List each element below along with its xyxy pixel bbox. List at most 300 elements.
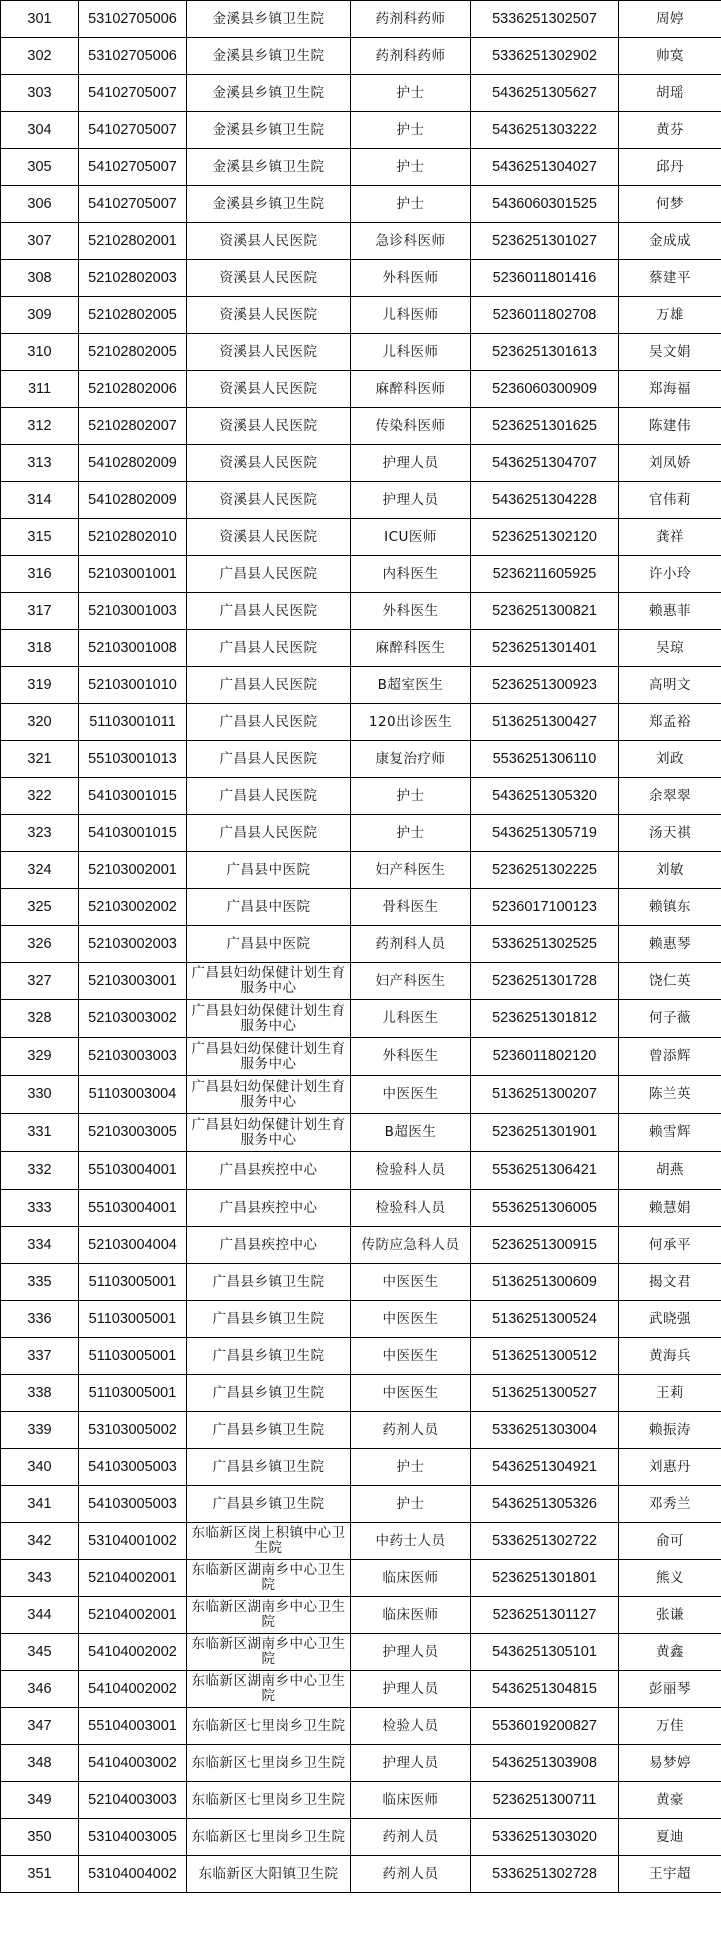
unit-name-cell: 广昌县人民医院 xyxy=(187,741,351,778)
table-row xyxy=(1,482,721,519)
candidate-name-cell: 王莉 xyxy=(619,1375,721,1412)
seq-cell: 315 xyxy=(1,519,79,556)
unit-name-cell: 广昌县乡镇卫生院 xyxy=(187,1449,351,1486)
seq-cell: 305 xyxy=(1,149,79,186)
table-row xyxy=(1,704,721,741)
candidate-name-cell: 俞可 xyxy=(619,1523,721,1560)
position-code-cell: 52103003005 xyxy=(79,1114,187,1152)
post-name-cell: 外科医师 xyxy=(351,260,471,297)
table-row xyxy=(1,963,721,1000)
seq-cell: 344 xyxy=(1,1597,79,1634)
seq-cell: 327 xyxy=(1,963,79,1000)
post-name-cell: 中医医生 xyxy=(351,1301,471,1338)
exam-number-cell: 5236251301901 xyxy=(471,1114,619,1152)
candidate-name-cell: 赖振涛 xyxy=(619,1412,721,1449)
seq-cell: 326 xyxy=(1,926,79,963)
seq-cell: 304 xyxy=(1,112,79,149)
exam-number-cell: 5236251302225 xyxy=(471,852,619,889)
seq-cell: 341 xyxy=(1,1486,79,1523)
table-row xyxy=(1,1671,721,1708)
post-name-cell: 护士 xyxy=(351,778,471,815)
candidate-name-cell: 赖惠菲 xyxy=(619,593,721,630)
unit-name-cell: 广昌县乡镇卫生院 xyxy=(187,1486,351,1523)
position-code-cell: 54103005003 xyxy=(79,1486,187,1523)
table-row xyxy=(1,408,721,445)
position-code-cell: 52102802005 xyxy=(79,297,187,334)
post-name-cell: 检验科人员 xyxy=(351,1190,471,1227)
unit-name-cell: 金溪县乡镇卫生院 xyxy=(187,38,351,75)
seq-cell: 311 xyxy=(1,371,79,408)
candidate-name-cell: 金成成 xyxy=(619,223,721,260)
candidate-name-cell: 郑孟裕 xyxy=(619,704,721,741)
seq-cell: 329 xyxy=(1,1038,79,1076)
position-code-cell: 52103003001 xyxy=(79,963,187,1000)
seq-cell: 345 xyxy=(1,1634,79,1671)
post-name-cell: 麻醉科医师 xyxy=(351,371,471,408)
post-name-cell: 儿科医师 xyxy=(351,334,471,371)
table-row xyxy=(1,1227,721,1264)
exam-number-cell: 5436251303222 xyxy=(471,112,619,149)
table-row xyxy=(1,1708,721,1745)
exam-number-cell: 5236251301613 xyxy=(471,334,619,371)
unit-name-cell: 广昌县中医院 xyxy=(187,889,351,926)
position-code-cell: 51103005001 xyxy=(79,1375,187,1412)
seq-cell: 303 xyxy=(1,75,79,112)
unit-name-cell: 广昌县人民医院 xyxy=(187,630,351,667)
unit-name-cell: 广昌县人民医院 xyxy=(187,778,351,815)
candidate-name-cell: 吴文娟 xyxy=(619,334,721,371)
post-name-cell: 妇产科医生 xyxy=(351,963,471,1000)
seq-cell: 310 xyxy=(1,334,79,371)
exam-number-cell: 5236011802120 xyxy=(471,1038,619,1076)
exam-number-cell: 5536251306005 xyxy=(471,1190,619,1227)
position-code-cell: 53102705006 xyxy=(79,38,187,75)
unit-name-cell: 东临新区湖南乡中心卫生院 xyxy=(187,1671,351,1708)
position-code-cell: 51103001011 xyxy=(79,704,187,741)
post-name-cell: 传染科医师 xyxy=(351,408,471,445)
exam-number-cell: 5236251301027 xyxy=(471,223,619,260)
unit-name-cell: 广昌县疾控中心 xyxy=(187,1152,351,1190)
exam-number-cell: 5336251303004 xyxy=(471,1412,619,1449)
post-name-cell: 临床医师 xyxy=(351,1597,471,1634)
seq-cell: 319 xyxy=(1,667,79,704)
candidate-name-cell: 邱丹 xyxy=(619,149,721,186)
candidate-name-cell: 熊义 xyxy=(619,1560,721,1597)
table-row xyxy=(1,371,721,408)
table-row xyxy=(1,260,721,297)
position-code-cell: 52103001003 xyxy=(79,593,187,630)
post-name-cell: 护理人员 xyxy=(351,1745,471,1782)
table-row xyxy=(1,1190,721,1227)
unit-name-cell: 金溪县乡镇卫生院 xyxy=(187,75,351,112)
post-name-cell: 急诊科医师 xyxy=(351,223,471,260)
post-name-cell: 药剂科药师 xyxy=(351,1,471,38)
exam-number-cell: 5236251302120 xyxy=(471,519,619,556)
post-name-cell: B超室医生 xyxy=(351,667,471,704)
table-row xyxy=(1,186,721,223)
position-code-cell: 53104003005 xyxy=(79,1819,187,1856)
table-row xyxy=(1,149,721,186)
seq-cell: 322 xyxy=(1,778,79,815)
post-name-cell: 护理人员 xyxy=(351,1634,471,1671)
post-name-cell: 临床医师 xyxy=(351,1560,471,1597)
table-row xyxy=(1,334,721,371)
unit-name-cell: 资溪县人民医院 xyxy=(187,297,351,334)
exam-number-cell: 5536019200827 xyxy=(471,1708,619,1745)
unit-name-cell: 广昌县乡镇卫生院 xyxy=(187,1375,351,1412)
position-code-cell: 52103001008 xyxy=(79,630,187,667)
position-code-cell: 55103001013 xyxy=(79,741,187,778)
position-code-cell: 54102705007 xyxy=(79,149,187,186)
exam-number-cell: 5436251305627 xyxy=(471,75,619,112)
unit-name-cell: 广昌县中医院 xyxy=(187,852,351,889)
table-row xyxy=(1,741,721,778)
post-name-cell: 护理人员 xyxy=(351,482,471,519)
table-row xyxy=(1,1000,721,1038)
unit-name-cell: 资溪县人民医院 xyxy=(187,445,351,482)
position-code-cell: 53104004002 xyxy=(79,1856,187,1893)
position-code-cell: 52104002001 xyxy=(79,1597,187,1634)
exam-number-cell: 5536251306110 xyxy=(471,741,619,778)
seq-cell: 334 xyxy=(1,1227,79,1264)
post-name-cell: 中医医生 xyxy=(351,1375,471,1412)
unit-name-cell: 东临新区七里岗乡卫生院 xyxy=(187,1819,351,1856)
seq-cell: 308 xyxy=(1,260,79,297)
position-code-cell: 54102705007 xyxy=(79,75,187,112)
table-row xyxy=(1,1038,721,1076)
seq-cell: 342 xyxy=(1,1523,79,1560)
candidate-name-cell: 武晓强 xyxy=(619,1301,721,1338)
table-row xyxy=(1,1301,721,1338)
candidate-name-cell: 吴琼 xyxy=(619,630,721,667)
candidate-name-cell: 帅寞 xyxy=(619,38,721,75)
exam-number-cell: 5236251301801 xyxy=(471,1560,619,1597)
seq-cell: 347 xyxy=(1,1708,79,1745)
unit-name-cell: 广昌县乡镇卫生院 xyxy=(187,1301,351,1338)
seq-cell: 313 xyxy=(1,445,79,482)
candidate-name-cell: 陈兰英 xyxy=(619,1076,721,1114)
unit-name-cell: 广昌县妇幼保健计划生育服务中心 xyxy=(187,1076,351,1114)
position-code-cell: 52102802007 xyxy=(79,408,187,445)
seq-cell: 325 xyxy=(1,889,79,926)
exam-number-cell: 5236251301625 xyxy=(471,408,619,445)
unit-name-cell: 东临新区七里岗乡卫生院 xyxy=(187,1782,351,1819)
post-name-cell: 外科医生 xyxy=(351,593,471,630)
position-code-cell: 51103005001 xyxy=(79,1338,187,1375)
table-row xyxy=(1,889,721,926)
seq-cell: 323 xyxy=(1,815,79,852)
exam-number-cell: 5236251301127 xyxy=(471,1597,619,1634)
unit-name-cell: 金溪县乡镇卫生院 xyxy=(187,186,351,223)
post-name-cell: 药剂人员 xyxy=(351,1819,471,1856)
exam-number-cell: 5136251300427 xyxy=(471,704,619,741)
table-row xyxy=(1,1152,721,1190)
seq-cell: 332 xyxy=(1,1152,79,1190)
table-row xyxy=(1,1076,721,1114)
candidate-name-cell: 官伟莉 xyxy=(619,482,721,519)
seq-cell: 331 xyxy=(1,1114,79,1152)
post-name-cell: 传防应急科人员 xyxy=(351,1227,471,1264)
seq-cell: 302 xyxy=(1,38,79,75)
unit-name-cell: 东临新区岗上积镇中心卫生院 xyxy=(187,1523,351,1560)
post-name-cell: 检验人员 xyxy=(351,1708,471,1745)
position-code-cell: 55103004001 xyxy=(79,1152,187,1190)
candidate-name-cell: 胡瑶 xyxy=(619,75,721,112)
table-row xyxy=(1,1338,721,1375)
position-code-cell: 52102802005 xyxy=(79,334,187,371)
position-code-cell: 52103001010 xyxy=(79,667,187,704)
position-code-cell: 54102802009 xyxy=(79,482,187,519)
post-name-cell: 妇产科医生 xyxy=(351,852,471,889)
exam-number-cell: 5136251300512 xyxy=(471,1338,619,1375)
exam-number-cell: 5236011802708 xyxy=(471,297,619,334)
post-name-cell: ICU医师 xyxy=(351,519,471,556)
candidate-name-cell: 何承平 xyxy=(619,1227,721,1264)
candidate-name-cell: 陈建伟 xyxy=(619,408,721,445)
table-row xyxy=(1,519,721,556)
unit-name-cell: 资溪县人民医院 xyxy=(187,482,351,519)
exam-number-cell: 5236251300923 xyxy=(471,667,619,704)
exam-number-cell: 5236011801416 xyxy=(471,260,619,297)
position-code-cell: 54103001015 xyxy=(79,778,187,815)
unit-name-cell: 广昌县中医院 xyxy=(187,926,351,963)
post-name-cell: 中医医生 xyxy=(351,1264,471,1301)
post-name-cell: 药剂科药师 xyxy=(351,38,471,75)
table-row xyxy=(1,1634,721,1671)
candidate-name-cell: 何梦 xyxy=(619,186,721,223)
unit-name-cell: 广昌县人民医院 xyxy=(187,704,351,741)
candidate-name-cell: 余翠翠 xyxy=(619,778,721,815)
exam-number-cell: 5336251303020 xyxy=(471,1819,619,1856)
post-name-cell: 检验科人员 xyxy=(351,1152,471,1190)
seq-cell: 330 xyxy=(1,1076,79,1114)
candidate-name-cell: 赖慧娟 xyxy=(619,1190,721,1227)
exam-number-cell: 5136251300207 xyxy=(471,1076,619,1114)
unit-name-cell: 广昌县妇幼保健计划生育服务中心 xyxy=(187,1038,351,1076)
position-code-cell: 52103003002 xyxy=(79,1000,187,1038)
candidate-name-cell: 周婷 xyxy=(619,1,721,38)
position-code-cell: 51103005001 xyxy=(79,1301,187,1338)
candidate-name-cell: 汤天祺 xyxy=(619,815,721,852)
position-code-cell: 53102705006 xyxy=(79,1,187,38)
table-row xyxy=(1,1412,721,1449)
seq-cell: 343 xyxy=(1,1560,79,1597)
table-row xyxy=(1,1486,721,1523)
seq-cell: 312 xyxy=(1,408,79,445)
seq-cell: 333 xyxy=(1,1190,79,1227)
unit-name-cell: 广昌县乡镇卫生院 xyxy=(187,1264,351,1301)
position-code-cell: 52102802003 xyxy=(79,260,187,297)
seq-cell: 328 xyxy=(1,1000,79,1038)
position-code-cell: 55104003001 xyxy=(79,1708,187,1745)
post-name-cell: 护士 xyxy=(351,1449,471,1486)
unit-name-cell: 广昌县乡镇卫生院 xyxy=(187,1338,351,1375)
exam-number-cell: 5136251300527 xyxy=(471,1375,619,1412)
exam-number-cell: 5436251304921 xyxy=(471,1449,619,1486)
table-row xyxy=(1,1,721,38)
candidate-name-cell: 夏迪 xyxy=(619,1819,721,1856)
table-row xyxy=(1,593,721,630)
position-code-cell: 52103002002 xyxy=(79,889,187,926)
table-row xyxy=(1,926,721,963)
candidate-name-cell: 黄海兵 xyxy=(619,1338,721,1375)
seq-cell: 318 xyxy=(1,630,79,667)
post-name-cell: 外科医生 xyxy=(351,1038,471,1076)
candidate-name-cell: 刘惠丹 xyxy=(619,1449,721,1486)
seq-cell: 337 xyxy=(1,1338,79,1375)
table-row xyxy=(1,556,721,593)
table-row xyxy=(1,223,721,260)
candidate-name-cell: 彭丽琴 xyxy=(619,1671,721,1708)
unit-name-cell: 广昌县人民医院 xyxy=(187,593,351,630)
post-name-cell: 临床医师 xyxy=(351,1782,471,1819)
table-row xyxy=(1,112,721,149)
candidate-name-cell: 许小玲 xyxy=(619,556,721,593)
exam-number-cell: 5136251300524 xyxy=(471,1301,619,1338)
seq-cell: 336 xyxy=(1,1301,79,1338)
position-code-cell: 55103004001 xyxy=(79,1190,187,1227)
candidate-name-cell: 揭文君 xyxy=(619,1264,721,1301)
post-name-cell: 护士 xyxy=(351,149,471,186)
seq-cell: 307 xyxy=(1,223,79,260)
unit-name-cell: 广昌县妇幼保健计划生育服务中心 xyxy=(187,1114,351,1152)
unit-name-cell: 广昌县妇幼保健计划生育服务中心 xyxy=(187,963,351,1000)
seq-cell: 348 xyxy=(1,1745,79,1782)
exam-number-cell: 5236251301728 xyxy=(471,963,619,1000)
unit-name-cell: 东临新区大阳镇卫生院 xyxy=(187,1856,351,1893)
seq-cell: 309 xyxy=(1,297,79,334)
unit-name-cell: 资溪县人民医院 xyxy=(187,408,351,445)
exam-number-cell: 5236251300711 xyxy=(471,1782,619,1819)
post-name-cell: 120出诊医生 xyxy=(351,704,471,741)
position-code-cell: 52103001001 xyxy=(79,556,187,593)
exam-number-cell: 5436251305101 xyxy=(471,1634,619,1671)
candidate-name-cell: 张谦 xyxy=(619,1597,721,1634)
post-name-cell: 药剂人员 xyxy=(351,1856,471,1893)
post-name-cell: 骨科医生 xyxy=(351,889,471,926)
unit-name-cell: 东临新区湖南乡中心卫生院 xyxy=(187,1597,351,1634)
exam-number-cell: 5236251300821 xyxy=(471,593,619,630)
seq-cell: 335 xyxy=(1,1264,79,1301)
candidate-name-cell: 龚祥 xyxy=(619,519,721,556)
table-row xyxy=(1,630,721,667)
table-row xyxy=(1,1782,721,1819)
exam-number-cell: 5336251302902 xyxy=(471,38,619,75)
exam-number-cell: 5236211605925 xyxy=(471,556,619,593)
exam-number-cell: 5336251302525 xyxy=(471,926,619,963)
unit-name-cell: 东临新区七里岗乡卫生院 xyxy=(187,1708,351,1745)
post-name-cell: 中医医生 xyxy=(351,1338,471,1375)
table-row xyxy=(1,778,721,815)
post-name-cell: 中药士人员 xyxy=(351,1523,471,1560)
post-name-cell: 中医医生 xyxy=(351,1076,471,1114)
unit-name-cell: 东临新区湖南乡中心卫生院 xyxy=(187,1560,351,1597)
candidate-name-cell: 何子薇 xyxy=(619,1000,721,1038)
post-name-cell: 儿科医生 xyxy=(351,1000,471,1038)
post-name-cell: 内科医生 xyxy=(351,556,471,593)
table-row xyxy=(1,297,721,334)
exam-number-cell: 5436251303908 xyxy=(471,1745,619,1782)
post-name-cell: 麻醉科医生 xyxy=(351,630,471,667)
position-code-cell: 54102705007 xyxy=(79,186,187,223)
exam-number-cell: 5236017100123 xyxy=(471,889,619,926)
post-name-cell: 护士 xyxy=(351,1486,471,1523)
seq-cell: 340 xyxy=(1,1449,79,1486)
exam-number-cell: 5436251305326 xyxy=(471,1486,619,1523)
position-code-cell: 54104003002 xyxy=(79,1745,187,1782)
exam-number-cell: 5236251300915 xyxy=(471,1227,619,1264)
table-row xyxy=(1,1856,721,1893)
exam-number-cell: 5436251304228 xyxy=(471,482,619,519)
post-name-cell: B超医生 xyxy=(351,1114,471,1152)
position-code-cell: 52102802001 xyxy=(79,223,187,260)
position-code-cell: 52102802006 xyxy=(79,371,187,408)
table-row xyxy=(1,667,721,704)
post-name-cell: 护士 xyxy=(351,815,471,852)
unit-name-cell: 金溪县乡镇卫生院 xyxy=(187,149,351,186)
position-code-cell: 54104002002 xyxy=(79,1671,187,1708)
candidate-name-cell: 刘政 xyxy=(619,741,721,778)
position-code-cell: 51103003004 xyxy=(79,1076,187,1114)
post-name-cell: 药剂人员 xyxy=(351,1412,471,1449)
candidate-name-cell: 黄鑫 xyxy=(619,1634,721,1671)
position-code-cell: 54102705007 xyxy=(79,112,187,149)
candidate-name-cell: 万雄 xyxy=(619,297,721,334)
exam-number-cell: 5436251304027 xyxy=(471,149,619,186)
seq-cell: 350 xyxy=(1,1819,79,1856)
seq-cell: 321 xyxy=(1,741,79,778)
table-row xyxy=(1,445,721,482)
candidate-name-cell: 赖惠琴 xyxy=(619,926,721,963)
exam-number-cell: 5136251300609 xyxy=(471,1264,619,1301)
candidate-name-cell: 黄豪 xyxy=(619,1782,721,1819)
position-code-cell: 52103004004 xyxy=(79,1227,187,1264)
position-code-cell: 53104001002 xyxy=(79,1523,187,1560)
table-row xyxy=(1,1560,721,1597)
post-name-cell: 护士 xyxy=(351,186,471,223)
seq-cell: 339 xyxy=(1,1412,79,1449)
unit-name-cell: 东临新区七里岗乡卫生院 xyxy=(187,1745,351,1782)
seq-cell: 317 xyxy=(1,593,79,630)
candidate-name-cell: 饶仁英 xyxy=(619,963,721,1000)
candidate-name-cell: 曾添辉 xyxy=(619,1038,721,1076)
unit-name-cell: 广昌县妇幼保健计划生育服务中心 xyxy=(187,1000,351,1038)
seq-cell: 349 xyxy=(1,1782,79,1819)
position-code-cell: 52104002001 xyxy=(79,1560,187,1597)
seq-cell: 314 xyxy=(1,482,79,519)
unit-name-cell: 东临新区湖南乡中心卫生院 xyxy=(187,1634,351,1671)
position-code-cell: 54103005003 xyxy=(79,1449,187,1486)
post-name-cell: 护士 xyxy=(351,75,471,112)
seq-cell: 346 xyxy=(1,1671,79,1708)
table-row xyxy=(1,1375,721,1412)
exam-number-cell: 5536251306421 xyxy=(471,1152,619,1190)
unit-name-cell: 资溪县人民医院 xyxy=(187,260,351,297)
seq-cell: 301 xyxy=(1,1,79,38)
unit-name-cell: 广昌县人民医院 xyxy=(187,556,351,593)
post-name-cell: 康复治疗师 xyxy=(351,741,471,778)
candidate-name-cell: 万佳 xyxy=(619,1708,721,1745)
table-row xyxy=(1,38,721,75)
position-code-cell: 52103002001 xyxy=(79,852,187,889)
unit-name-cell: 广昌县疾控中心 xyxy=(187,1190,351,1227)
seq-cell: 306 xyxy=(1,186,79,223)
exam-number-cell: 5336251302728 xyxy=(471,1856,619,1893)
exam-number-cell: 5436251304707 xyxy=(471,445,619,482)
position-code-cell: 52102802010 xyxy=(79,519,187,556)
exam-number-cell: 5436251305719 xyxy=(471,815,619,852)
table-row xyxy=(1,815,721,852)
